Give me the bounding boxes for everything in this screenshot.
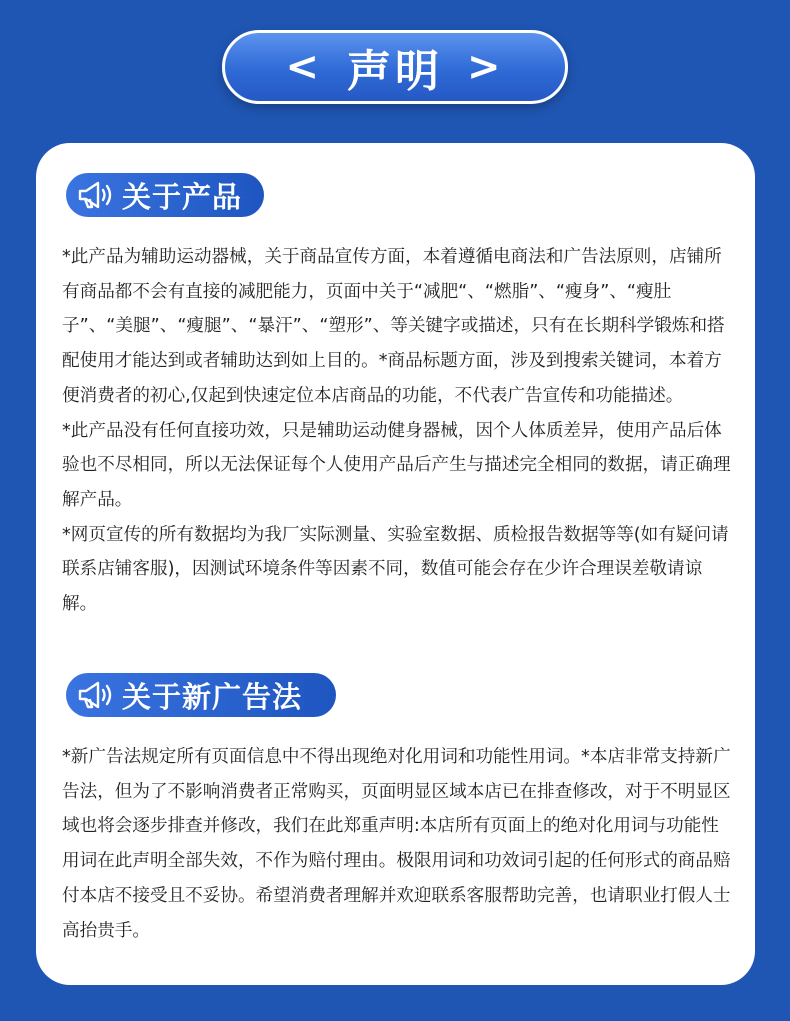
section-heading-label: 关于新广告法 xyxy=(122,679,303,714)
section-body-ad-law xyxy=(62,740,734,948)
section-body-product xyxy=(62,240,734,622)
paragraph: *新广告法规定所有页面信息中不得出现绝对化用词和功能性用词。*本店非常支持新广告法，但为了不影响消费者正常购买，页面明显区域本店已在排查修改，对于不明显区域也将会逐步排查并修改，我们在此郑重声明:本店所有页面上的绝对化用词与功能性用词在此声明全部失效，不作为赔付理由。极限用词和功效词引起的任何形式的商品赔付本店不接受且不妥协。希望消费者理解并欢迎联系客服帮助完善，也请职业打假人士高抬贵手。 xyxy=(62,747,731,941)
left-chevron-icon: < xyxy=(285,44,323,90)
section-heading-label: 关于产品 xyxy=(122,179,243,214)
paragraph: *此产品为辅助运动器械，关于商品宣传方面，本着遵循电商法和广告法原则，店铺所有商品都不会有直接的减肥能力，页面中关于“减肥“、“燃脂”、“瘦身”、“瘦肚子”、“美腿”、“瘦腿”、“暴汗”、“塑形”、等关键字或描述，只有在长期科学锻炼和搭配使用才能达到或者辅助达到如上目的。*商品标题方面，涉及到搜索关键词，本着方便消费者的初心,仅起到快速定位本店商品的功能，不代表广告宣传和功能描述。 xyxy=(62,247,725,406)
section-heading-product xyxy=(66,173,264,217)
megaphone-icon xyxy=(76,179,116,211)
title-banner xyxy=(222,30,568,104)
section-heading-ad-law xyxy=(66,673,336,717)
paragraph: *网页宣传的所有数据均为我厂实际测量、实验室数据、质检报告数据等等(如有疑问请联系店铺客服)，因测试环境条件等因素不同，数值可能会存在少许合理误差敬请谅解。 xyxy=(62,524,729,615)
paragraph: *此产品没有任何直接功效，只是辅助运动健身器械，因个人体质差异，使用产品后体验也不尽相同，所以无法保证每个人使用产品后产生与描述完全相同的数据，请正确理解产品。 xyxy=(62,420,731,510)
page-title: 声明 xyxy=(347,46,443,97)
megaphone-icon xyxy=(76,679,116,711)
right-chevron-icon: > xyxy=(467,44,505,90)
